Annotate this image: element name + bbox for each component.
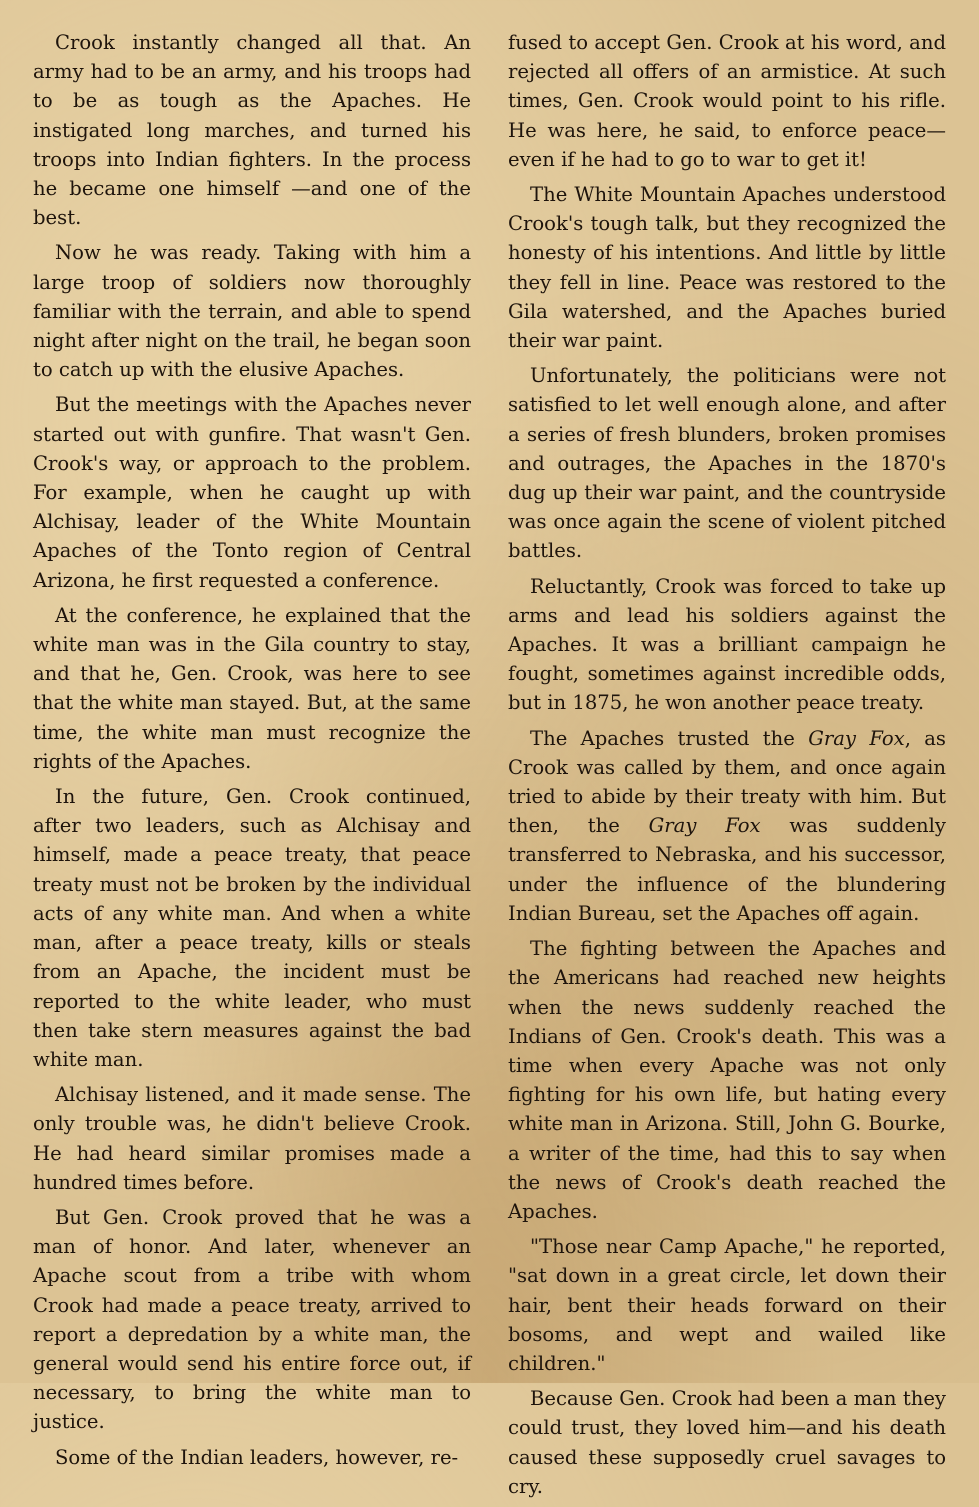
text-run: , as Crook was called by them, and once again tried to abide by their treaty with him. But then, the — [508, 726, 946, 838]
gray-fox-italic: Gray Fox — [808, 726, 905, 750]
paragraph: But Gen. Crook proved that he was a man of honor. And later, whenever an Apache scout from a tribe with whom Crook had made a peace treaty, arrived to report a depredation by a white man, the general would send his entire force out, if necessary, to bring the white man to justice. — [33, 1205, 471, 1434]
paragraph: Alchisay listened, and it made sense. The only trouble was, he didn't believe Crook. He had heard similar promises made a hundred times before. — [33, 1083, 471, 1194]
paragraph-gray-fox — [508, 724, 946, 928]
paragraph: The White Mountain Apaches understood Crook's tough talk, but they recognized the honesty of his intentions. And little by little they fell in line. Peace was restored to the Gila watershed, and the Apaches buried their war paint. — [508, 183, 946, 353]
paragraph: Unfortunately, the politicians were not satisfied to let well enough alone, and after a series of fresh blunders, broken promises and outrages, the Apaches in the 1870's dug up their war paint, and the countryside was once again the scene of violent pitched battles. — [508, 364, 946, 563]
paragraph: "Those near Camp Apache," he reported, "sat down in a great circle, let down their hair, bent their heads forward on their bosoms, and wept and wailed like children." — [508, 1235, 946, 1375]
text-run: was suddenly transferred to Nebraska, and his successor, under the influence of the blundering Indian Bureau, set the Apaches off again. — [508, 814, 946, 925]
right-text-column — [508, 28, 946, 1507]
gray-fox-italic: Gray Fox — [648, 814, 761, 838]
paragraph: Some of the Indian leaders, however, re- — [55, 1445, 459, 1469]
paragraph: Because Gen. Crook had been a man they could trust, they loved him—and his death caused these supposedly cruel savages to cry. — [508, 1387, 946, 1498]
paragraph: In the future, Gen. Crook continued, after two leaders, such as Alchisay and himself, made a peace treaty, that peace treaty must not be broken by the individual acts of any white man. And when a white man, after a peace treaty, kills or steals from an Apache, the incident must be reported to the white leader, who must then take stern measures against the bad white man. — [33, 785, 471, 1071]
left-text-column — [33, 28, 471, 1478]
paragraph: But the meetings with the Apaches never started out with gunfire. That wasn't Gen. Crook's way, or approach to the problem. For example, when he caught up with Alchisay, leader of the White Mountain Apaches of the Tonto region of Central Arizona, he first requested a conference. — [33, 393, 471, 592]
paragraph: fused to accept Gen. Crook at his word, and rejected all offers of an armistice. At such times, Gen. Crook would point to his rifle. He was here, he said, to enforce peace—even if he had to go to war to get it! — [508, 31, 946, 171]
paragraph: Now he was ready. Taking with him a large troop of soldiers now thoroughly familiar with the terrain, and able to spend night after night on the trail, he began soon to catch up with the elusive Apaches. — [33, 241, 471, 382]
paragraph: Crook instantly changed all that. An army had to be an army, and his troops had to be as tough as the Apaches. He instigated long marches, and turned his troops into Indian fighters. In the process he became one himself —and one of the best. — [33, 31, 471, 230]
text-run: The Apaches trusted the — [530, 726, 809, 750]
paragraph: At the conference, he explained that the white man was in the Gila country to stay, and that he, Gen. Crook, was here to see that the white man stayed. But, at the same time, the white man must recognize the rights of the Apaches. — [33, 603, 471, 773]
paragraph: The fighting between the Apaches and the Americans had reached new heights when the news suddenly reached the Indians of Gen. Crook's death. This was a time when every Apache was not only fighting for his own life, but hating every white man in Arizona. Still, John G. Bourke, a writer of the time, had this to say when the news of Crook's death reached the Apaches. — [508, 937, 946, 1223]
paragraph: Reluctantly, Crook was forced to take up arms and lead his soldiers against the Apaches. It was a brilliant campaign he fought, sometimes against incredible odds, but in 1875, he won another peace treaty. — [508, 574, 946, 715]
